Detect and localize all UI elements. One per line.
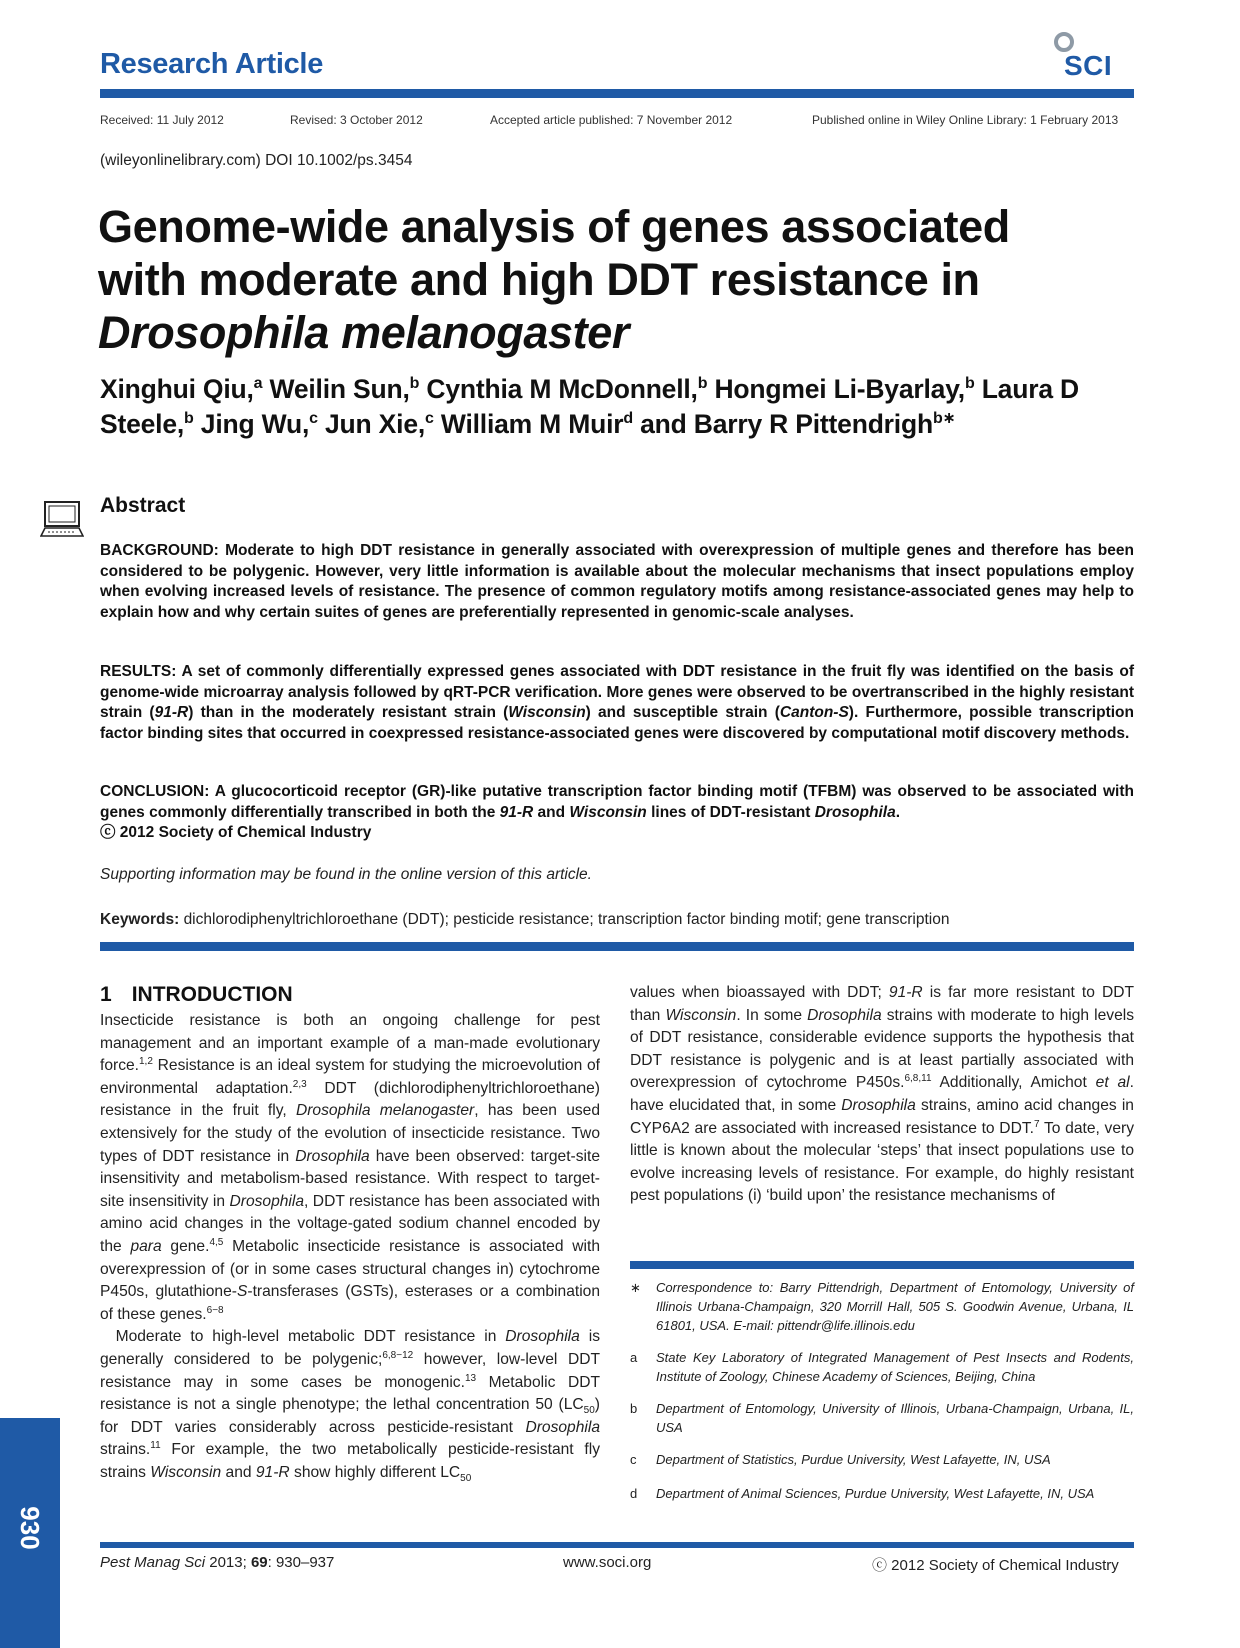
conclusion-text: lines of DDT-resistant	[646, 803, 815, 821]
article-title	[98, 200, 1138, 359]
affiliation-item	[630, 1484, 1134, 1503]
body-text: is far more resistant to DDT than	[630, 984, 1134, 1024]
body-text: To date, very little is known about the molecular ‘steps’ that insect populations use to evolve increasing levels of resistance. For example, do highly resistant pest populations (i) ‘build upon’ the resistance mechanisms of	[630, 1119, 1135, 1205]
sci-logo	[1052, 28, 1134, 84]
article-type-heading: Research Article	[100, 48, 324, 80]
affiliation-text: State Key Laboratory of Integrated Management of Pest Insects and Rodents, Institute of Zoology, Chinese Academy of Sciences, Beijing, China	[656, 1350, 1134, 1384]
author-name: William M Muir	[440, 409, 624, 439]
italic-term: et al	[1095, 1074, 1130, 1092]
author-name: Jun Xie,	[325, 409, 426, 439]
author-name: Laura D Steele,	[100, 374, 1079, 439]
author-affiliation-mark: b	[184, 410, 194, 428]
keywords-label: Keywords:	[100, 911, 180, 928]
italic-term: Drosophila melanogaster	[295, 1102, 475, 1120]
author-name: Weilin Sun,	[269, 374, 410, 404]
body-text: Metabolic insecticide resistance is associated with overexpression of (or in some cases structural changes in) cytochrome P450s, glutathione-	[100, 1237, 601, 1301]
section-title: INTRODUCTION	[131, 983, 293, 1006]
footer-volume: 69	[250, 1554, 268, 1571]
affiliation-mark: b	[630, 1401, 638, 1416]
received-date: Received: 11 July 2012	[100, 113, 224, 127]
italic-term: para	[130, 1237, 162, 1255]
conclusion-strain: 91-R	[499, 803, 534, 821]
footer-citation	[100, 1554, 334, 1571]
author-name: Cynthia M McDonnell,	[426, 374, 698, 404]
body-text: Insecticide resistance is both an ongoing challenge for pest management and an important example of a man-made evolutionary force.	[100, 1012, 600, 1075]
citation-ref: 2,3	[292, 1078, 307, 1090]
affiliation-item	[630, 1399, 1134, 1437]
affiliation-item	[630, 1278, 1134, 1335]
italic-term: Drosophila	[525, 1418, 600, 1436]
body-text: DDT (dichlorodiphenyltrichloroethane) resistance in the fruit fly,	[100, 1079, 601, 1120]
body-text: gene.	[161, 1237, 210, 1255]
citation-ref: 6−8	[206, 1304, 224, 1316]
body-text: , has been used extensively for the study of the evolution of insecticide resistance. Two types of DDT resistance in	[100, 1102, 601, 1165]
results-text: ) and susceptible strain (	[585, 704, 780, 721]
footer-copyright: ⓒ 2012 Society of Chemical Industry	[872, 1557, 1119, 1574]
title-line-1: Genome-wide analysis of genes associated	[98, 201, 1010, 252]
published-date: Published online in Wiley Online Library: 1 February 2013	[812, 113, 1119, 127]
body-text: , DDT resistance has been associated with amino acid changes in the voltage-gated sodium channel encoded by the	[100, 1192, 600, 1255]
affiliation-text: Correspondence to: Barry Pittendrigh, Department of Entomology, University of Illinois Urbana-Champaign, 320 Morrill Hall, 505 S. Goodwin Avenue, Urbana, IL 61801, USA. E-mail: pittendr@life.illinois.edu	[656, 1280, 1134, 1333]
affiliation-mark: a	[630, 1350, 638, 1365]
body-text: is generally considered to be polygenic;	[100, 1328, 600, 1368]
intro-left-column	[100, 1010, 600, 1484]
body-text: strains.	[100, 1441, 151, 1459]
affiliation-item	[630, 1450, 1134, 1469]
italic-term: 91-R	[255, 1463, 290, 1481]
author-name: Xinghui Qiu,	[100, 374, 254, 404]
logo-ring-icon	[1054, 32, 1074, 52]
title-line-3	[98, 306, 1138, 359]
body-text: have been observed: target-site insensitivity and metabolism-based resistance. With respect to target-site insensitivity in	[100, 1147, 600, 1210]
body-text: however, low-level DDT resistance may in some cases be monogenic.	[100, 1350, 600, 1391]
citation-ref: 11	[150, 1440, 161, 1452]
body-text: . have elucidated that, in some	[630, 1074, 1134, 1114]
affiliation-text: Department of Animal Sciences, Purdue University, West Lafayette, IN, USA	[656, 1486, 1095, 1501]
author-name: Hongmei Li-Byarlay,	[714, 374, 965, 404]
footer-rule	[100, 1542, 1134, 1548]
results-strain: Canton-S	[779, 704, 849, 721]
body-text: Metabolic DDT resistance is not a single phenotype; the lethal concentration 50 (LC	[100, 1373, 600, 1414]
affiliation-mark: ∗	[630, 1280, 641, 1295]
citation-ref: 6,8−12	[382, 1349, 414, 1361]
author-affiliation-mark: b	[964, 375, 975, 393]
italic-term: Wisconsin	[150, 1463, 222, 1481]
italic-term: Drosophila	[807, 1006, 882, 1024]
body-text: show highly different LC	[289, 1463, 461, 1481]
italic-term: Drosophila	[295, 1147, 370, 1165]
italic-term: Drosophila	[841, 1096, 916, 1114]
affiliation-text: Department of Entomology, University of Illinois, Urbana-Champaign, Urbana, IL, USA	[656, 1401, 1134, 1435]
page-number: 930	[15, 1506, 46, 1550]
title-line-2: with moderate and high DDT resistance in	[98, 254, 980, 305]
citation-ref: 13	[464, 1372, 477, 1384]
author-name: and Barry R Pittendrigh	[640, 409, 933, 439]
author-affiliation-mark: b	[409, 375, 420, 393]
footer-journal: Pest Manag Sci	[100, 1554, 206, 1571]
title-species: Drosophila melanogaster	[98, 307, 629, 358]
conclusion-strain: Wisconsin	[569, 803, 647, 821]
abstract-results	[100, 662, 1134, 744]
author-affiliation-mark: b	[697, 375, 708, 393]
footer-year: 2013;	[205, 1554, 251, 1571]
body-text: ) for DDT varies considerably across pesticide-resistant	[100, 1396, 600, 1436]
supporting-info-note: Supporting information may be found in the online version of this article.	[100, 866, 592, 883]
keywords-line	[100, 911, 949, 929]
italic-term: Wisconsin	[665, 1006, 737, 1024]
citation-ref: 4,5	[209, 1236, 224, 1248]
italic-term: Drosophila	[229, 1192, 305, 1210]
computer-icon	[40, 500, 84, 540]
header-rule	[100, 89, 1134, 98]
affiliations-rule	[630, 1261, 1134, 1269]
section-number: 1	[100, 983, 112, 1006]
footer-pages: : 930–937	[267, 1554, 335, 1571]
italic-term: 91-R	[888, 984, 923, 1001]
abstract-heading: Abstract	[100, 494, 186, 517]
subscript: 50	[583, 1405, 595, 1417]
italic-term: Drosophila	[505, 1328, 580, 1346]
abstract-background: BACKGROUND: Moderate to high DDT resistance in generally associated with overexpression of multiple genes and therefore has been considered to be polygenic. However, very little information is available about the molecular mechanisms that insect populations employ when evolving increased levels of resistance. The presence of common regulatory motifs among resistance-associated genes may help to explain how and why certain suites of genes are preferentially represented in genomic-scale analyses.	[100, 542, 1134, 621]
results-strain: 91-R	[154, 704, 189, 721]
doi-line: (wileyonlinelibrary.com) DOI 10.1002/ps.3454	[100, 152, 413, 169]
author-affiliation-mark: b∗	[932, 410, 956, 428]
footer-url[interactable]: www.soci.org	[563, 1554, 652, 1571]
author-affiliation-mark: a	[253, 375, 263, 393]
conclusion-species: Drosophila	[814, 803, 896, 821]
abstract-rule	[100, 942, 1134, 951]
section-heading	[100, 983, 293, 1007]
body-text: -transferases (GSTs), esterases or a combination of these genes.	[100, 1283, 601, 1323]
affiliation-item	[630, 1348, 1134, 1386]
conclusion-text: and	[533, 803, 570, 821]
author-list	[100, 372, 1130, 442]
affiliation-mark: c	[630, 1452, 637, 1467]
author-name: Jing Wu,	[200, 409, 310, 439]
body-text: Additionally, Amichot	[931, 1074, 1096, 1092]
intro-right-column	[630, 982, 1134, 1208]
author-affiliation-mark: d	[623, 410, 633, 428]
body-text: . In some	[736, 1006, 808, 1024]
author-affiliation-mark: c	[425, 410, 434, 428]
citation-ref: 7	[1033, 1118, 1040, 1130]
citation-ref: 1,2	[139, 1056, 153, 1067]
citation-ref: 6,8,11	[904, 1073, 932, 1085]
body-text: For example, the two metabolically pesticide-resistant fly strains	[100, 1441, 600, 1481]
abstract-copyright: ⓒ 2012 Society of Chemical Industry	[100, 824, 372, 841]
logo-text: SCI	[1064, 50, 1113, 81]
affiliation-mark: d	[630, 1486, 638, 1501]
body-text: strains, amino acid changes in CYP6A2 are associated with increased resistance to DDT.	[630, 1096, 1134, 1137]
subscript: 50	[460, 1472, 472, 1484]
body-text: values when bioassayed with DDT;	[630, 984, 889, 1001]
results-strain: Wisconsin	[508, 704, 586, 721]
keywords-text: dichlorodiphenyltrichloroethane (DDT); pesticide resistance; transcription factor binding motif; gene transcription	[183, 911, 950, 928]
results-text: ) than in the moderately resistant strain (	[188, 704, 509, 721]
abstract-conclusion	[100, 782, 1134, 844]
body-text: and	[221, 1463, 256, 1481]
results-text: ). Furthermore, possible transcription factor binding sites that occurred in coexpressed resistance-associated genes were discovered by computational motif discovery methods.	[100, 704, 1134, 742]
results-text: RESULTS: A set of commonly differentially expressed genes associated with DDT resistance in the fruit fly was identified on the basis of genome-wide microarray analysis followed by qRT-PCR verification. More genes were observed to be overtranscribed in the highly resistant strain (	[100, 663, 1134, 721]
body-text: Moderate to high-level metabolic DDT resistance in	[100, 1328, 506, 1346]
body-text: Resistance is an ideal system for studying the microevolution of environmental adaptation.	[100, 1057, 600, 1097]
italic-term: S	[236, 1283, 248, 1301]
author-affiliation-mark: c	[309, 410, 318, 428]
revised-date: Revised: 3 October 2012	[290, 113, 423, 127]
affiliation-text: Department of Statistics, Purdue University, West Lafayette, IN, USA	[656, 1452, 1051, 1467]
accepted-date: Accepted article published: 7 November 2012	[490, 113, 733, 127]
conclusion-text: .	[895, 803, 900, 821]
body-text: strains with moderate to high levels of DDT resistance, considerable evidence supports the hypothesis that DDT resistance is polygenic and is at least partially associated with overexpression of cytochrome P450s.	[630, 1006, 1135, 1092]
conclusion-text: CONCLUSION: A glucocorticoid receptor (GR)-like putative transcription factor binding motif (TFBM) was observed to be associated with genes commonly differentially transcribed in both the	[100, 783, 1134, 821]
